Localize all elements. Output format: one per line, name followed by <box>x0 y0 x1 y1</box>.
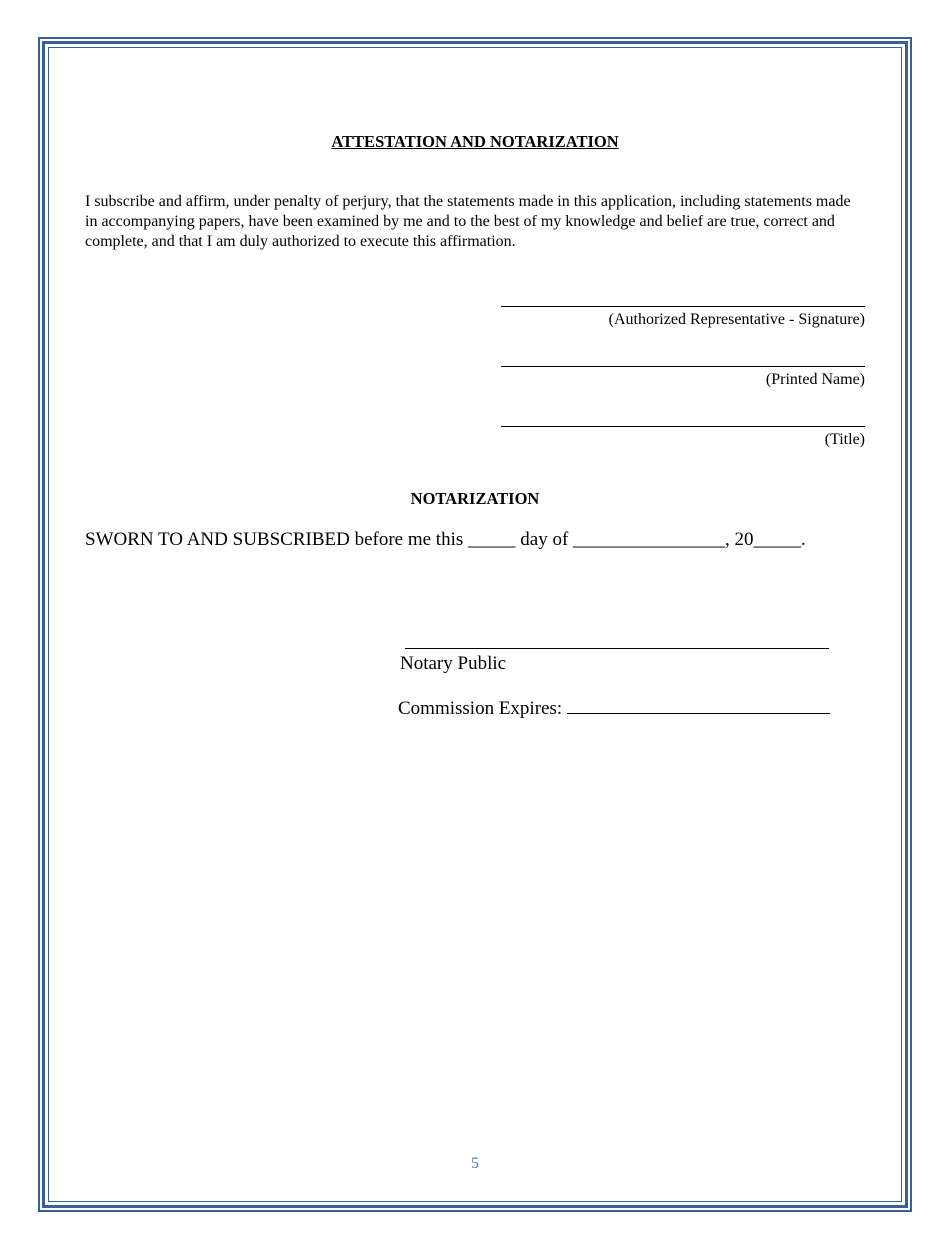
sworn-statement: SWORN TO AND SUBSCRIBED before me this _____ day of ________________, 20_____. <box>85 529 806 550</box>
signature-label: (Authorized Representative - Signature) <box>608 311 865 328</box>
title-line <box>501 426 865 427</box>
printed-name-label: (Printed Name) <box>765 371 865 388</box>
commission-expires <box>398 697 830 720</box>
notary-public-label: Notary Public <box>400 653 507 674</box>
printed-name-line <box>501 366 865 367</box>
signature-line <box>501 306 865 307</box>
title-field <box>500 426 865 449</box>
signature-field <box>500 306 865 329</box>
commission-expires-line <box>567 697 830 714</box>
notarization-heading: NOTARIZATION <box>410 489 540 508</box>
printed-name-field <box>500 366 865 389</box>
title-label: (Title) <box>824 431 865 448</box>
affirmation-paragraph: I subscribe and affirm, under penalty of perjury, that the statements made in this application, including statements made in accompanying papers, have been examined by me and to the best of my knowledge and belief are true, correct and complete, and that I am duly authorized to execute this affirmation. <box>85 193 851 250</box>
notary-signature-line <box>405 648 829 649</box>
document-title: ATTESTATION AND NOTARIZATION <box>331 132 619 151</box>
commission-expires-label: Commission Expires: <box>398 698 563 719</box>
page-number: 5 <box>471 1155 479 1172</box>
